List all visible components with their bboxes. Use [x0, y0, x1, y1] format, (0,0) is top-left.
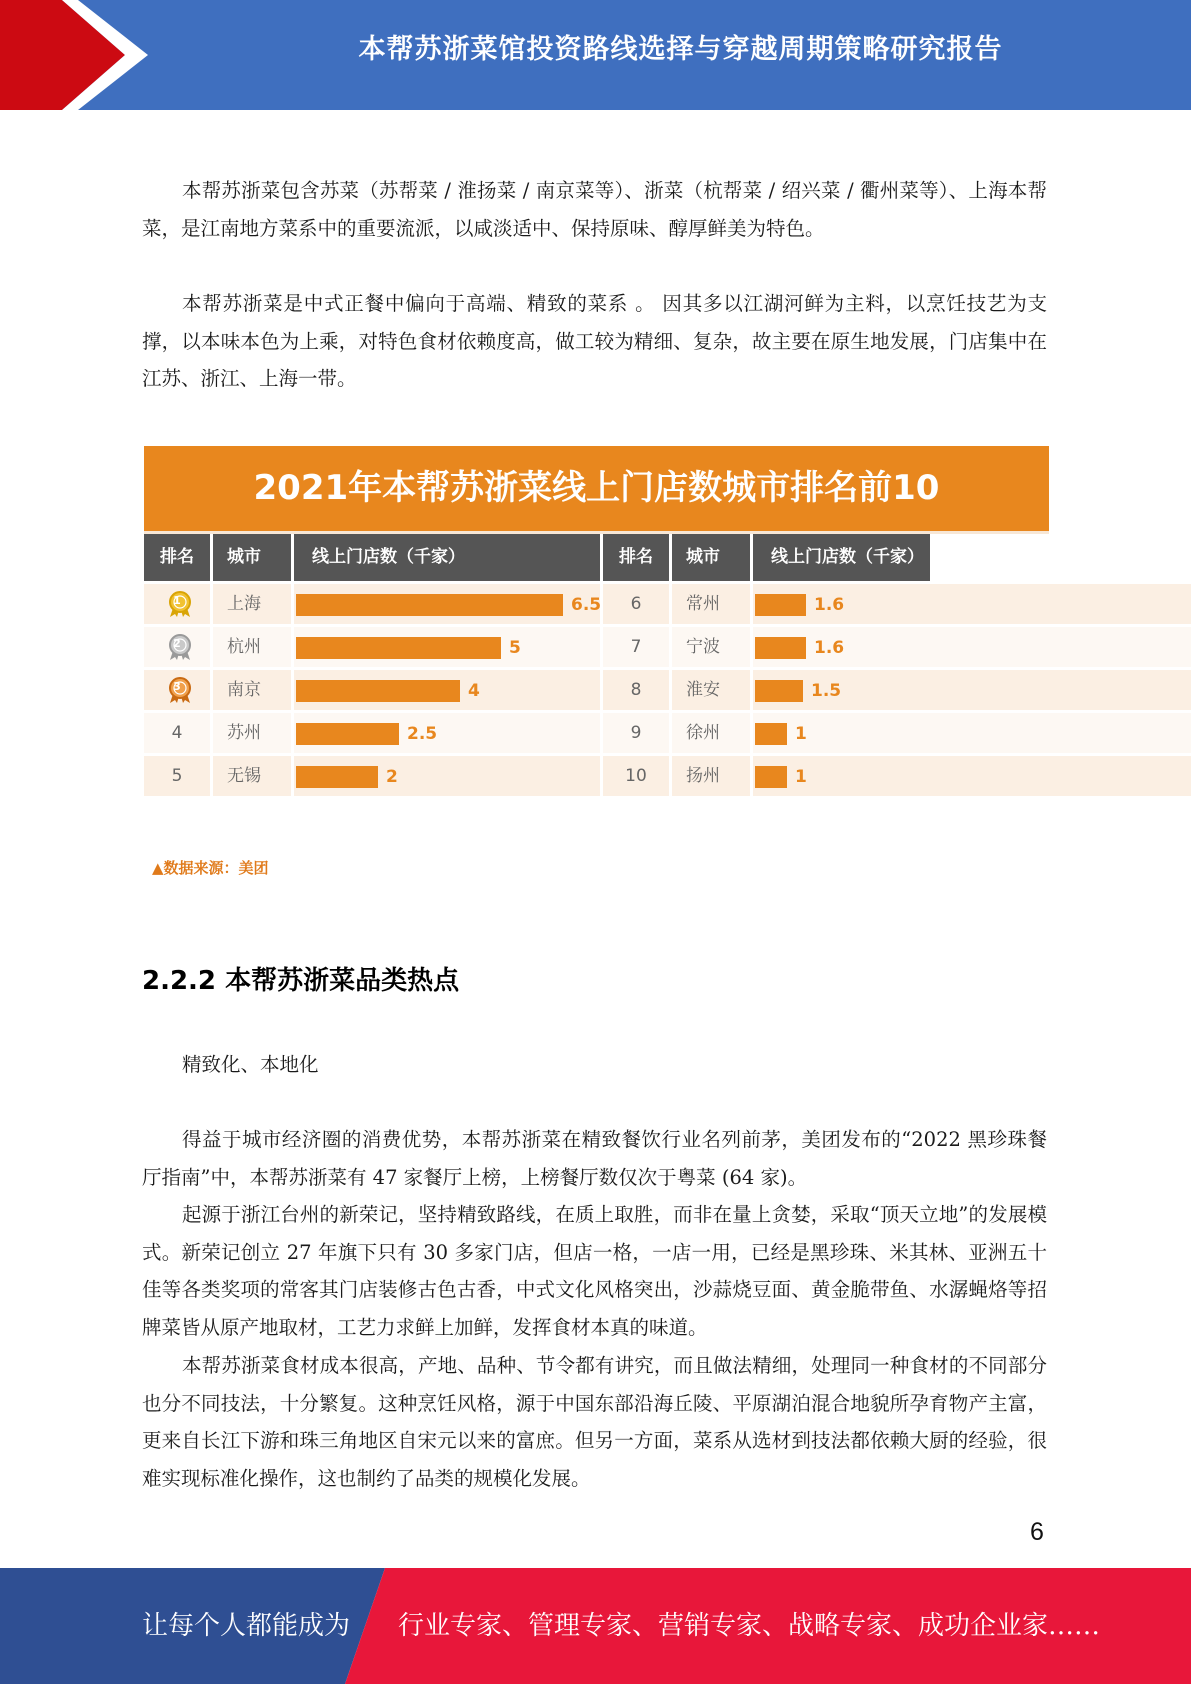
col-rank-header-left: 排名 — [144, 534, 210, 581]
value-cell-right — [753, 713, 1191, 753]
value-cell-left — [294, 670, 600, 710]
section-subtitle: 精致化、本地化 — [182, 1053, 319, 1076]
value-bar — [296, 723, 399, 745]
value-cell-left — [294, 756, 600, 796]
value-cell-right — [753, 627, 1191, 667]
section-heading: 2.2.2 本帮苏浙菜品类热点 — [142, 966, 460, 996]
value-label: 1.6 — [814, 638, 845, 658]
section-paragraph-2: 起源于浙江台州的新荣记，坚持精致路线，在质上取胜，而非在量上贪婪，采取“顶天立地”的发展模式。新荣记创立 27 年旗下只有 30 多家门店，但店一格，一店一用，已经是黑珍珠、米其林、亚洲五十佳等各类奖项的常客其门店装修古色古香，中式文化风格突出，沙蒜烧豆面、黄金脆带鱼、水潺蝇烙等招牌菜皆从原产地取材，工艺力求鲜上加鲜，发挥食材本真的味道。 — [142, 1203, 1047, 1339]
value-bar — [296, 637, 501, 659]
rank-cell-right: 10 — [603, 756, 669, 796]
col-rank-header-right: 排名 — [603, 534, 669, 581]
table-row — [144, 627, 1049, 667]
footer-slogan: 让每个人都能成为 — [142, 1611, 351, 1641]
value-label: 2.5 — [407, 724, 438, 744]
page-footer — [0, 1568, 1191, 1684]
city-cell-right: 常州 — [672, 584, 750, 624]
value-label: 1.5 — [811, 681, 842, 701]
city-cell-left: 南京 — [213, 670, 291, 710]
value-bar — [755, 637, 806, 659]
city-cell-right: 宁波 — [672, 627, 750, 667]
rank-cell-left — [144, 584, 210, 624]
value-bar — [755, 766, 787, 788]
value-cell-right — [753, 670, 1191, 710]
page-number: 6 — [1030, 1518, 1044, 1546]
value-cell-left — [294, 627, 600, 667]
table-row — [144, 670, 1049, 710]
rank-cell-right: 8 — [603, 670, 669, 710]
rank-number: 1 — [173, 594, 181, 607]
rank-cell-left — [144, 670, 210, 710]
rank-cell-right: 6 — [603, 584, 669, 624]
table-header-row — [144, 534, 1049, 581]
value-bar — [296, 766, 378, 788]
value-bar — [296, 594, 563, 616]
rank-cell-left: 4 — [144, 713, 210, 753]
col-city-header-right: 城市 — [672, 534, 750, 581]
header-title: 本帮苏浙菜馆投资路线选择与穿越周期策略研究报告 — [358, 34, 1003, 65]
rank-number: 3 — [173, 680, 181, 693]
city-cell-left: 无锡 — [213, 756, 291, 796]
city-cell-left: 杭州 — [213, 627, 291, 667]
col-city-header-left: 城市 — [213, 534, 291, 581]
table-row — [144, 584, 1049, 624]
rank-cell-left — [144, 627, 210, 667]
ranking-table — [144, 534, 1049, 798]
ranking-figure — [144, 446, 1049, 798]
value-bar — [296, 680, 460, 702]
value-bar — [755, 594, 806, 616]
rank-cell-right: 7 — [603, 627, 669, 667]
value-cell-right — [753, 584, 1191, 624]
rank-cell-left: 5 — [144, 756, 210, 796]
table-row — [144, 756, 1049, 796]
value-label: 5 — [509, 638, 521, 658]
city-cell-right: 淮安 — [672, 670, 750, 710]
page-header — [0, 0, 1191, 110]
value-bar — [755, 680, 803, 702]
col-value-header-left: 线上门店数（千家） — [294, 534, 600, 581]
value-cell-right — [753, 756, 1191, 796]
section-paragraph-1: 得益于城市经济圈的消费优势，本帮苏浙菜在精致餐饮行业名列前茅，美团发布的“2022 黑珍珠餐厅指南”中，本帮苏浙菜有 47 家餐厅上榜，上榜餐厅数仅次于粤菜 (64 家)。 — [142, 1128, 1047, 1189]
value-label: 2 — [386, 767, 398, 787]
value-label: 6.5 — [571, 595, 602, 615]
rank-cell-right: 9 — [603, 713, 669, 753]
chart-title: 2021年本帮苏浙菜线上门店数城市排名前10 — [144, 446, 1049, 531]
col-value-header-right: 线上门店数（千家） — [753, 534, 930, 581]
value-label: 4 — [468, 681, 480, 701]
city-cell-right: 徐州 — [672, 713, 750, 753]
value-cell-left — [294, 584, 600, 624]
city-cell-left: 上海 — [213, 584, 291, 624]
value-cell-left — [294, 713, 600, 753]
footer-roles: 行业专家、管理专家、营销专家、战略专家、成功企业家…… — [398, 1611, 1101, 1641]
value-label: 1.6 — [814, 595, 845, 615]
value-label: 1 — [795, 767, 807, 787]
section-paragraph-3: 本帮苏浙菜食材成本很高，产地、品种、节令都有讲究，而且做法精细，处理同一种食材的不同部分也分不同技法，十分繁复。这种烹饪风格，源于中国东部沿海丘陵、平原湖泊混合地貌所孕育物产主富，更来自长江下游和珠三角地区自宋元以来的富庶。但另一方面，菜系从选材到技法都依赖大厨的经验，很难实现标准化操作，这也制约了品类的规模化发展。 — [142, 1354, 1047, 1490]
city-cell-right: 扬州 — [672, 756, 750, 796]
value-label: 1 — [795, 724, 807, 744]
intro-paragraph-2: 本帮苏浙菜是中式正餐中偏向于高端、精致的菜系 。 因其多以江湖河鲜为主料，以烹饪技艺为支撑，以本味本色为上乘，对特色食材依赖度高，做工较为精细、复杂，故主要在原生地发展，门店集中在江苏、浙江、上海一带。 — [142, 292, 1047, 390]
chart-source: ▲数据来源：美团 — [152, 859, 269, 877]
intro-paragraph-1: 本帮苏浙菜包含苏菜（苏帮菜 / 淮扬菜 / 南京菜等）、浙菜（杭帮菜 / 绍兴菜 / 衢州菜等）、上海本帮菜，是江南地方菜系中的重要流派，以咸淡适中、保持原味、醇厚鲜美为特色。 — [142, 179, 1047, 240]
table-row — [144, 713, 1049, 753]
rank-number: 2 — [173, 637, 181, 650]
value-bar — [755, 723, 787, 745]
city-cell-left: 苏州 — [213, 713, 291, 753]
